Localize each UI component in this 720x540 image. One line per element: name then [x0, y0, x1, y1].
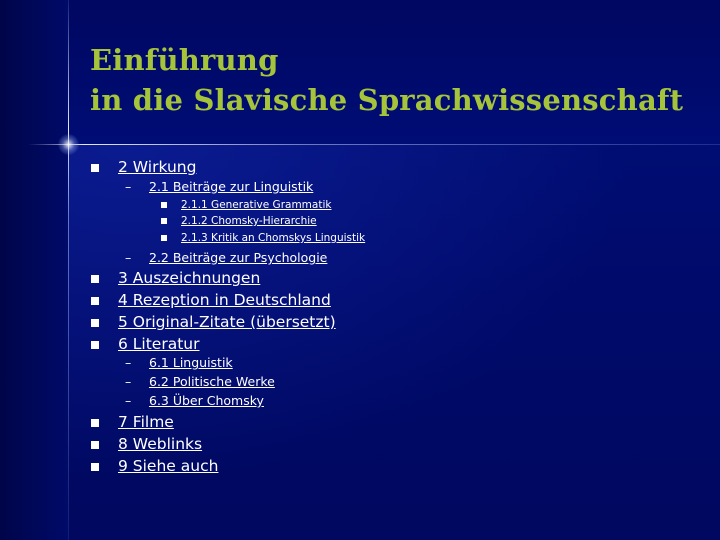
bullet-square-icon [91, 441, 99, 449]
toc-link[interactable]: 6 Literatur [118, 335, 200, 353]
dash-marker-icon: – [125, 250, 132, 265]
toc-link[interactable]: 2.1.1 Generative Grammatik [181, 199, 332, 211]
bullet-square-icon [161, 235, 167, 241]
horizontal-rule [28, 144, 720, 145]
toc-item-rezeption[interactable] [118, 290, 331, 310]
toc-item-auszeichnungen[interactable] [118, 268, 260, 288]
toc-item-psychologie[interactable] [125, 250, 328, 266]
toc-item-lit-chomsky[interactable] [125, 393, 264, 409]
toc-item-lit-politisch[interactable] [125, 374, 275, 390]
dash-marker-icon: – [125, 355, 132, 370]
toc-link[interactable]: 2.2 Beiträge zur Psychologie [149, 250, 328, 265]
bullet-square-icon [161, 202, 167, 208]
toc-link[interactable]: 6.3 Über Chomsky [149, 393, 264, 408]
toc-link[interactable]: 9 Siehe auch [118, 457, 219, 475]
toc-link[interactable]: 3 Auszeichnungen [118, 269, 261, 287]
toc-link[interactable]: 7 Filme [118, 413, 174, 431]
toc-link[interactable]: 2 Wirkung [118, 158, 197, 176]
dash-marker-icon: – [125, 179, 132, 194]
toc-link[interactable]: 8 Weblinks [118, 435, 203, 453]
toc-item-literatur[interactable] [118, 334, 200, 354]
toc-item-wirkung[interactable] [118, 157, 196, 177]
bullet-square-icon [91, 341, 99, 349]
bullet-square-icon [91, 319, 99, 327]
title-line-2: in die Slavische Sprachwissenschaft [90, 83, 684, 117]
toc-link[interactable]: 5 Original-Zitate (übersetzt) [118, 313, 336, 331]
left-panel [0, 0, 68, 540]
toc-item-filme[interactable] [118, 412, 174, 432]
bullet-square-icon [91, 297, 99, 305]
dash-marker-icon: – [125, 374, 132, 389]
bullet-square-icon [91, 164, 99, 172]
slide-title [90, 40, 683, 120]
toc-link[interactable]: 4 Rezeption in Deutschland [118, 291, 331, 309]
toc-item-lit-linguistik[interactable] [125, 355, 233, 371]
toc-link[interactable]: 2.1.2 Chomsky-Hierarchie [181, 215, 317, 227]
bullet-square-icon [91, 275, 99, 283]
dash-marker-icon: – [125, 393, 132, 408]
toc-item-weblinks[interactable] [118, 434, 202, 454]
toc-item-hierarchie[interactable] [181, 214, 317, 228]
cross-glow [58, 134, 79, 155]
toc-item-siehe[interactable] [118, 456, 218, 476]
title-line-1: Einführung [90, 43, 279, 77]
toc-link[interactable]: 6.2 Politische Werke [149, 374, 275, 389]
toc-link[interactable]: 2.1.3 Kritik an Chomskys Linguistik [181, 232, 366, 244]
toc-link[interactable]: 2.1 Beiträge zur Linguistik [149, 179, 314, 194]
bullet-square-icon [161, 218, 167, 224]
bullet-square-icon [91, 463, 99, 471]
toc-item-linguistik[interactable] [125, 179, 314, 195]
vertical-rule [68, 0, 69, 540]
bullet-square-icon [91, 419, 99, 427]
toc-link[interactable]: 6.1 Linguistik [149, 355, 233, 370]
toc-item-generative[interactable] [181, 198, 331, 212]
toc-item-kritik[interactable] [181, 231, 365, 245]
toc-item-zitate[interactable] [118, 312, 336, 332]
